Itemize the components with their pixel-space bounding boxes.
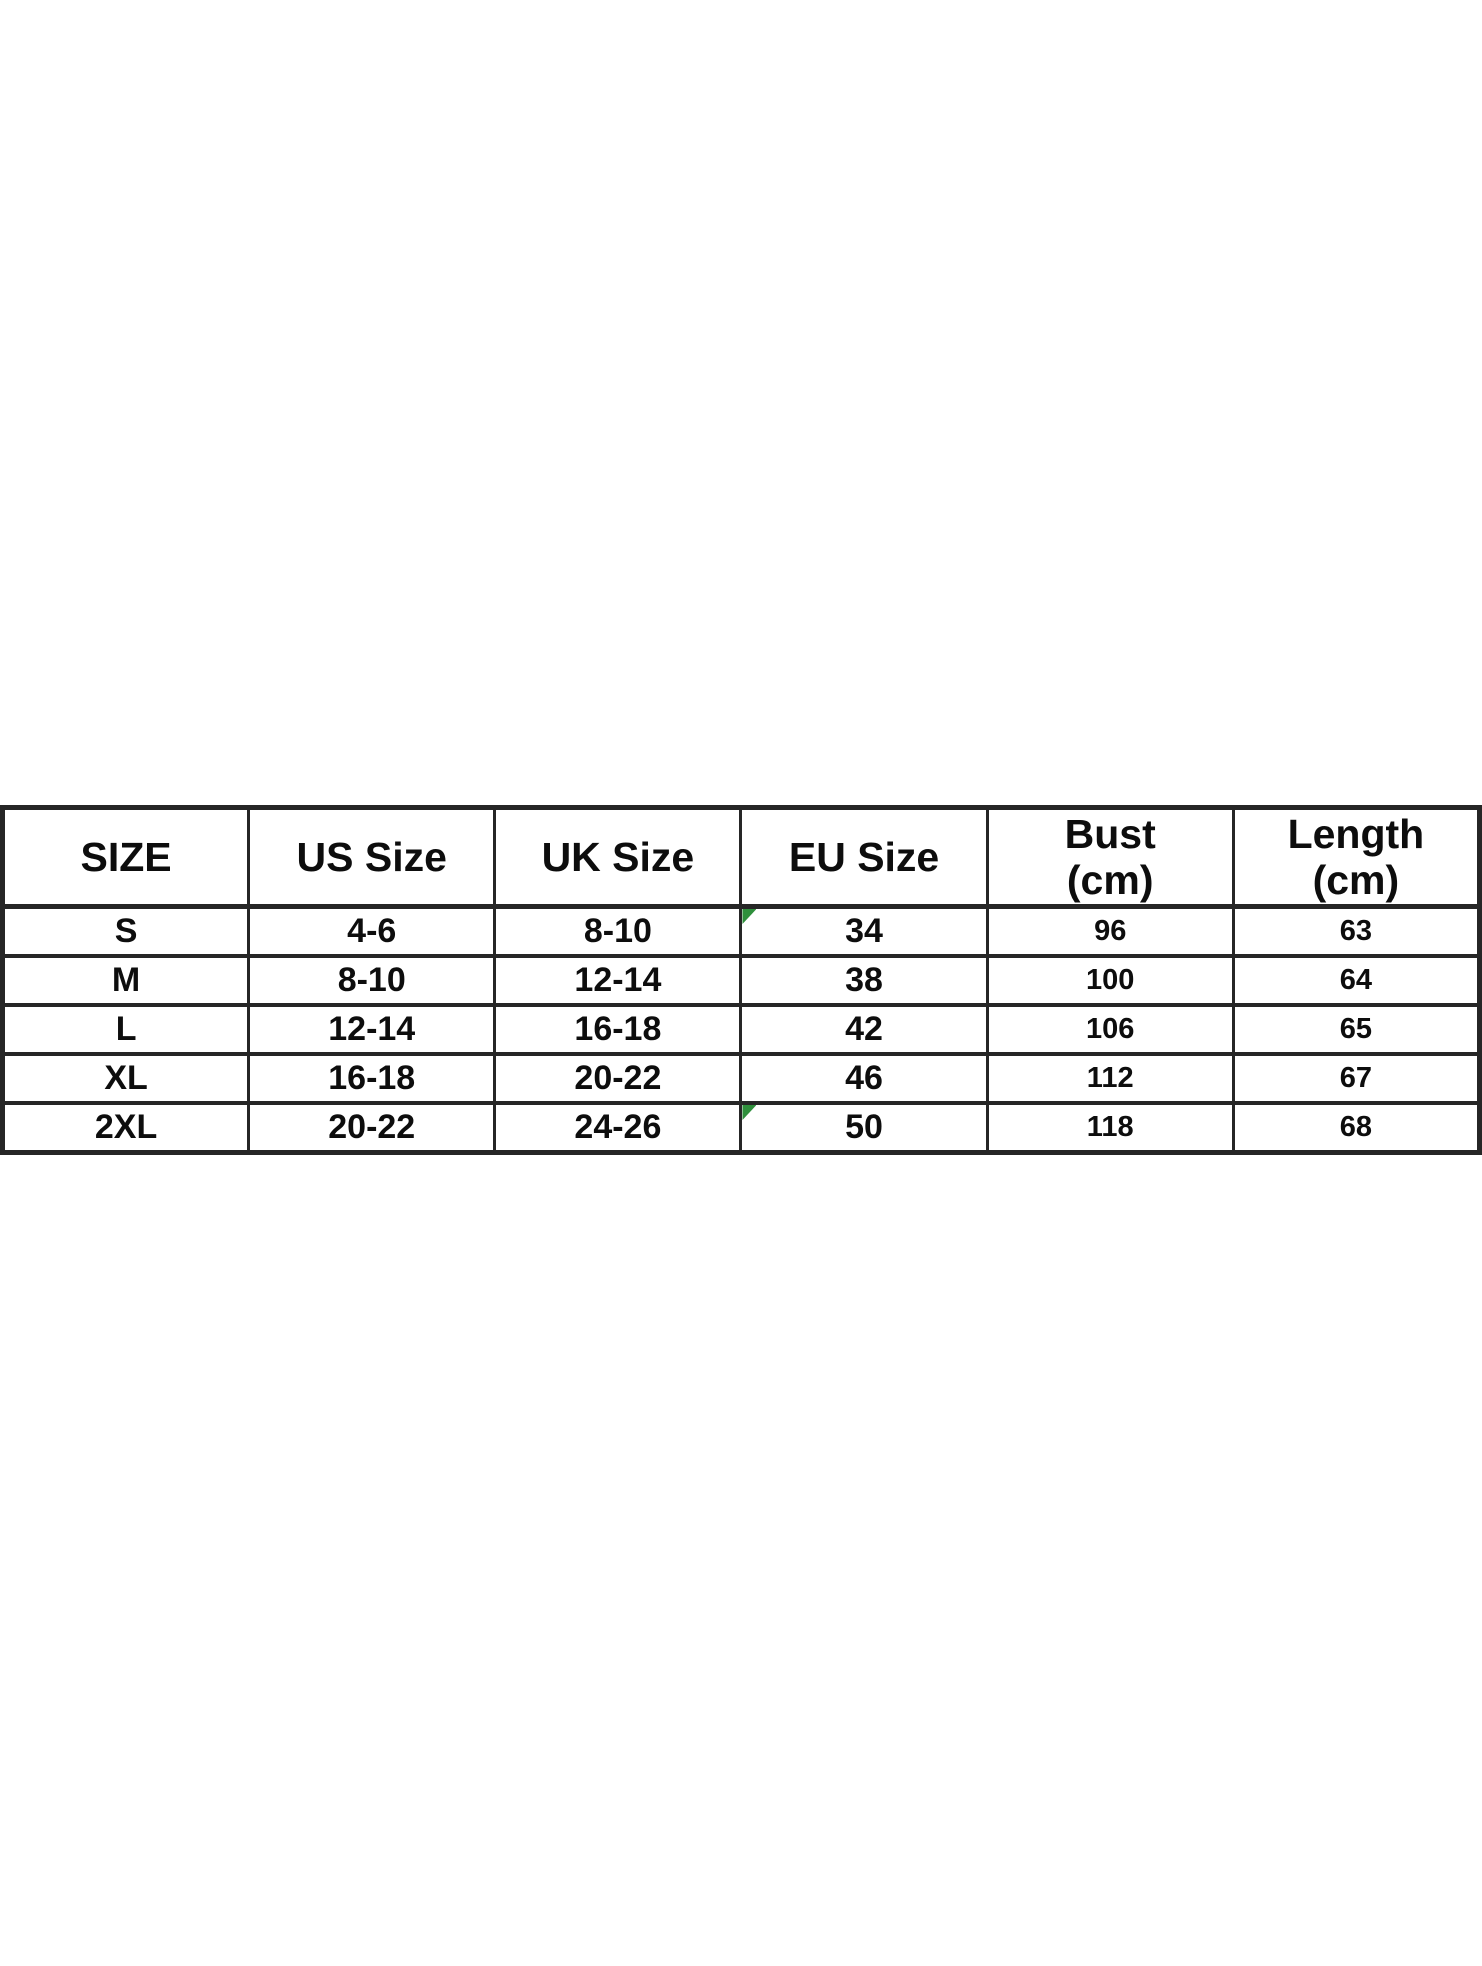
cell-us-size: 8-10	[249, 956, 495, 1005]
table-row-l	[3, 1005, 1480, 1054]
cell-length: 68	[1233, 1103, 1479, 1153]
cell-uk-size: 8-10	[495, 907, 741, 957]
cell-uk-size: 20-22	[495, 1054, 741, 1103]
cell-eu-size: 46	[741, 1054, 987, 1103]
cell-us-size: 4-6	[249, 907, 495, 957]
col-header-bust-unit: (cm)	[1066, 857, 1154, 903]
table-row-s	[3, 907, 1480, 957]
table-row-xl	[3, 1054, 1480, 1103]
cell-length: 67	[1233, 1054, 1479, 1103]
cell-eu-size	[741, 907, 987, 957]
cell-us-size: 16-18	[249, 1054, 495, 1103]
col-header-us-size-label: US Size	[296, 834, 447, 880]
cell-size: 2XL	[3, 1103, 249, 1153]
cell-uk-size: 16-18	[495, 1005, 741, 1054]
col-header-length-unit: (cm)	[1312, 857, 1400, 903]
cell-eu-size: 42	[741, 1005, 987, 1054]
size-chart-table	[0, 805, 1482, 1155]
col-header-eu-size	[741, 808, 987, 907]
col-header-length-label: Length	[1287, 811, 1425, 857]
col-header-uk-size-label: UK Size	[541, 834, 695, 880]
col-header-us-size	[249, 808, 495, 907]
cell-us-size: 20-22	[249, 1103, 495, 1153]
cell-length: 63	[1233, 907, 1479, 957]
cell-bust: 112	[987, 1054, 1233, 1103]
cell-length: 65	[1233, 1005, 1479, 1054]
cell-uk-size: 12-14	[495, 956, 741, 1005]
cell-eu-size-value: 34	[845, 912, 883, 950]
cell-bust: 106	[987, 1005, 1233, 1054]
cell-eu-size: 38	[741, 956, 987, 1005]
cell-eu-size	[741, 1103, 987, 1153]
col-header-length	[1233, 808, 1479, 907]
cell-us-size: 12-14	[249, 1005, 495, 1054]
cell-eu-size-value: 50	[845, 1108, 883, 1146]
cell-size: XL	[3, 1054, 249, 1103]
cell-uk-size: 24-26	[495, 1103, 741, 1153]
cell-bust: 118	[987, 1103, 1233, 1153]
col-header-eu-size-label: EU Size	[788, 834, 940, 880]
table-row-2xl	[3, 1103, 1480, 1153]
cell-error-flag-icon	[742, 1105, 756, 1120]
cell-bust: 96	[987, 907, 1233, 957]
col-header-size	[3, 808, 249, 907]
cell-size: M	[3, 956, 249, 1005]
cell-error-flag-icon	[742, 909, 756, 924]
cell-length: 64	[1233, 956, 1479, 1005]
cell-size: L	[3, 1005, 249, 1054]
header-row	[3, 808, 1480, 907]
col-header-size-label: SIZE	[80, 834, 172, 880]
col-header-uk-size	[495, 808, 741, 907]
table-row-m	[3, 956, 1480, 1005]
col-header-bust	[987, 808, 1233, 907]
cell-size: S	[3, 907, 249, 957]
cell-bust: 100	[987, 956, 1233, 1005]
col-header-bust-label: Bust	[1064, 811, 1156, 857]
